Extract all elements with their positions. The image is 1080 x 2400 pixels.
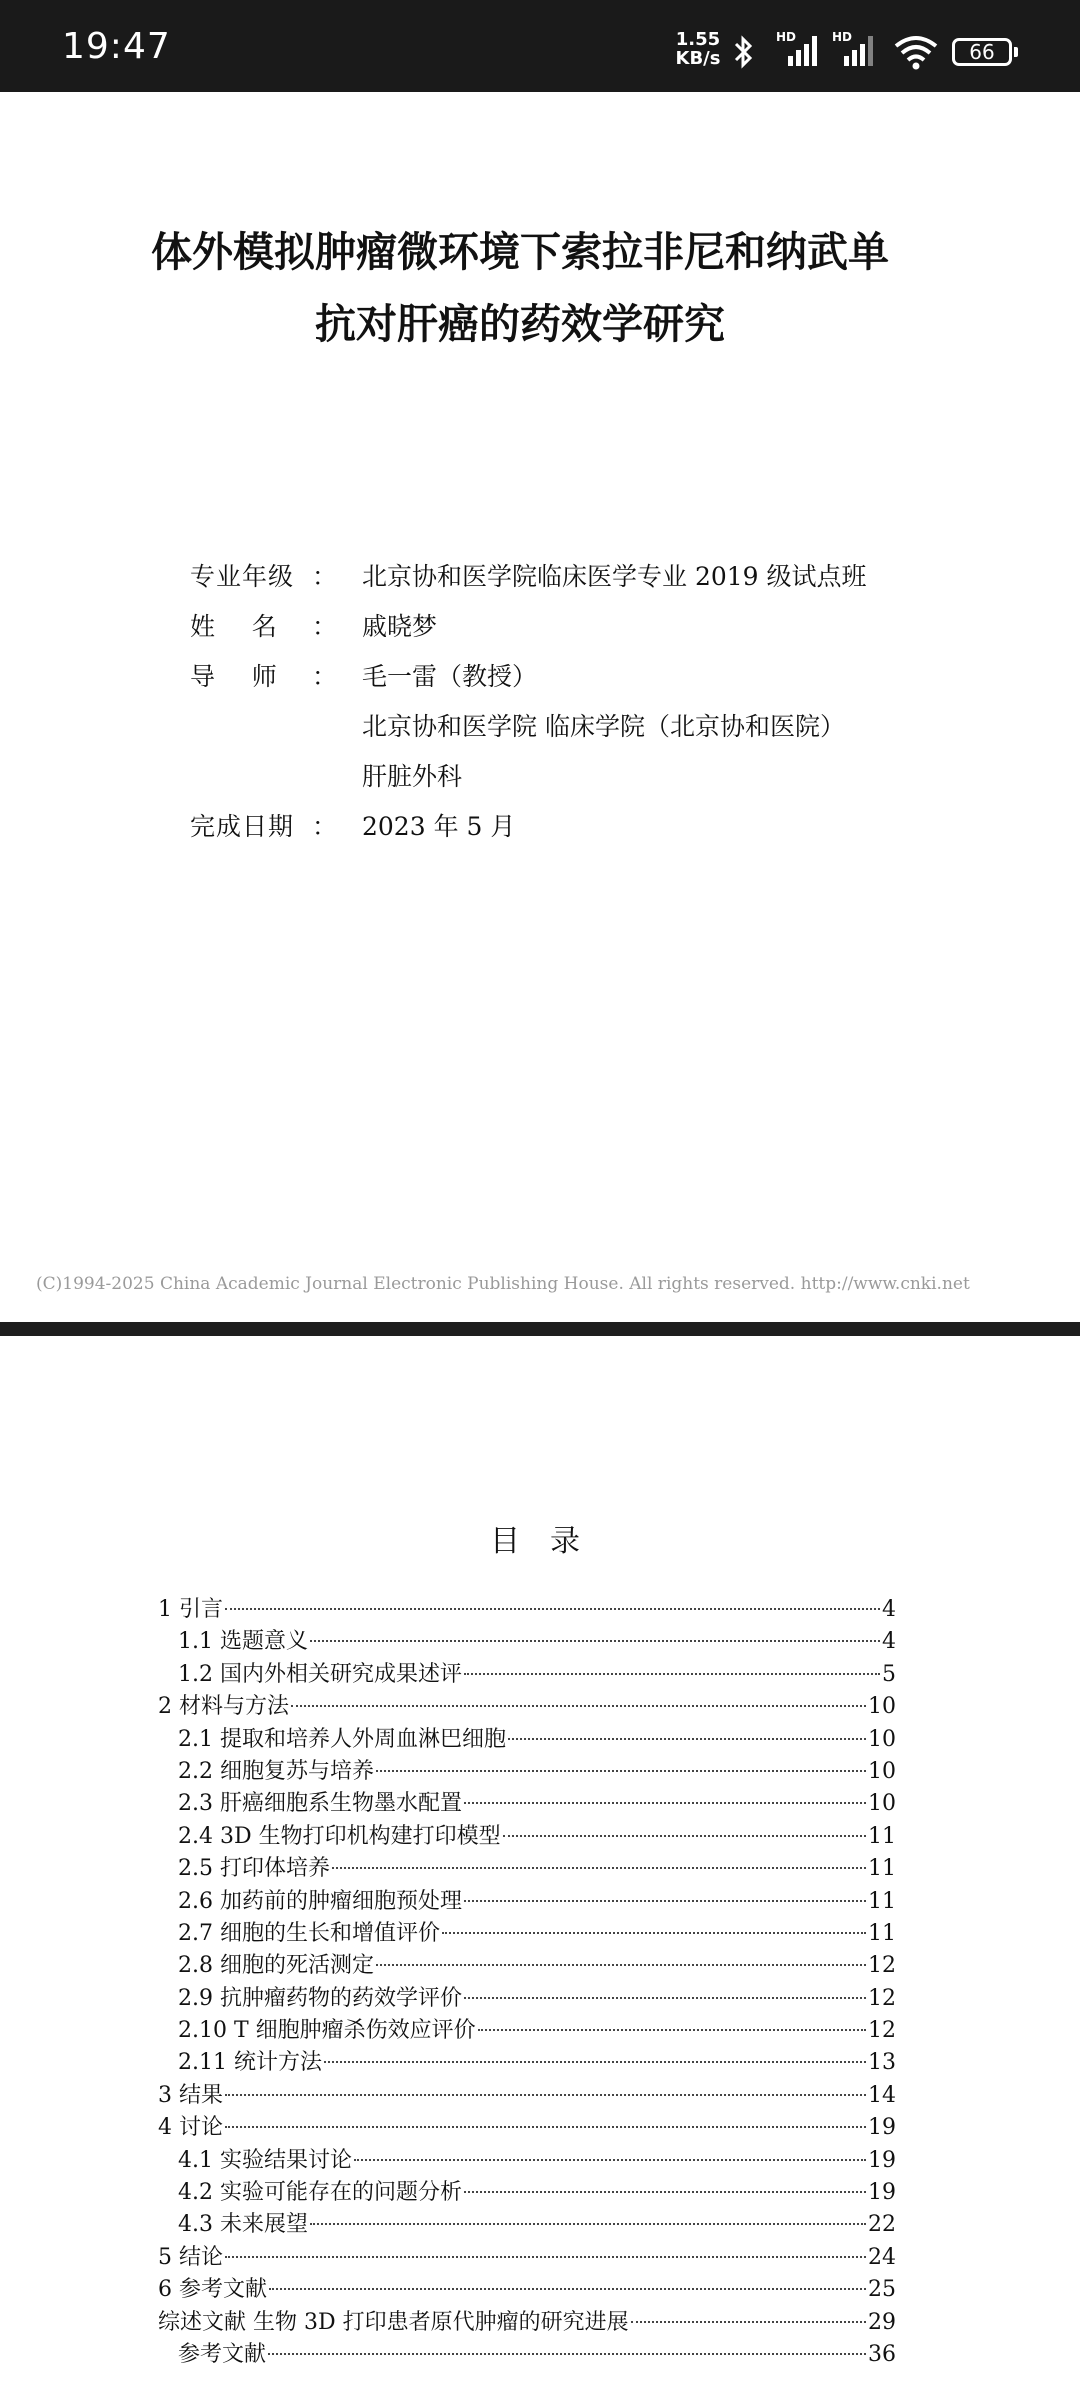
info-label: 导 师 (190, 662, 278, 691)
toc-item-title: 2.8 细胞的死活测定 (178, 1953, 374, 1979)
toc-item-page: 10 (868, 1694, 896, 1720)
toc-item-page: 25 (868, 2277, 896, 2303)
toc-item[interactable] (158, 2307, 896, 2339)
toc-item[interactable] (158, 1983, 896, 2015)
status-time: 19:47 (62, 26, 171, 67)
toc-item[interactable] (158, 1626, 896, 1658)
network-speed-value: 1.55 (675, 29, 721, 50)
toc-item[interactable] (158, 2177, 896, 2209)
toc-leader-dots (291, 1697, 866, 1707)
toc-item-title: 2 材料与方法 (158, 1694, 289, 1720)
info-label: 完成日期 (190, 812, 295, 841)
toc-leader-dots (269, 2280, 866, 2290)
info-value: 2023 年 5 月 (362, 812, 516, 841)
toc-item-title: 6 参考文献 (158, 2277, 267, 2303)
toc-leader-dots (478, 2021, 866, 2031)
document-page-cover (0, 92, 1080, 1322)
toc-item[interactable] (158, 2112, 896, 2144)
info-colon: ： (312, 662, 338, 691)
toc-item-page: 10 (868, 1726, 896, 1752)
toc-item-page: 11 (868, 1823, 896, 1849)
toc-leader-dots (268, 2345, 866, 2355)
info-value: 北京协和医学院 临床学院（北京协和医院） (362, 712, 845, 741)
info-value: 毛一雷（教授） (362, 662, 538, 691)
toc-item[interactable] (158, 1691, 896, 1723)
status-bar (0, 0, 1080, 92)
toc-leader-dots (508, 1730, 866, 1740)
info-colon: ： (312, 562, 338, 591)
battery-icon: 66 (952, 38, 1012, 66)
toc-item[interactable] (158, 2047, 896, 2079)
toc-item-title: 2.2 细胞复苏与培养 (178, 1758, 374, 1784)
toc-leader-dots (631, 2313, 866, 2323)
toc-item-title: 2.10 T 细胞肿瘤杀伤效应评价 (178, 2018, 476, 2044)
toc-item[interactable] (158, 1821, 896, 1853)
toc-item-page: 10 (868, 1791, 896, 1817)
toc-item-title: 参考文献 (178, 2341, 267, 2367)
signal-1-icon (776, 30, 826, 70)
toc-item[interactable] (158, 2339, 896, 2371)
toc-item-page: 22 (868, 2212, 896, 2238)
toc-item[interactable] (158, 1594, 896, 1626)
toc-item-title: 2.6 加药前的肿瘤细胞预处理 (178, 1888, 462, 1914)
toc-list (158, 1594, 896, 2371)
toc-item-title: 2.5 打印体培养 (178, 1856, 330, 1882)
toc-item-page: 14 (868, 2082, 896, 2108)
info-value: 肝脏外科 (362, 762, 463, 791)
info-label: 姓 名 (190, 612, 278, 641)
toc-item-title: 2.4 3D 生物打印机构建打印模型 (178, 1823, 501, 1849)
toc-item-title: 1.2 国内外相关研究成果述评 (178, 1661, 462, 1687)
toc-item-page: 12 (868, 2018, 896, 2044)
document-page-toc (0, 1336, 1080, 2400)
signal-2-icon (832, 30, 882, 70)
info-colon: ： (312, 812, 338, 841)
thesis-title (0, 216, 1040, 360)
toc-item-title: 综述文献 生物 3D 打印患者原代肿瘤的研究进展 (158, 2309, 629, 2335)
toc-leader-dots (310, 1632, 880, 1642)
toc-item-title: 2.9 抗肿瘤药物的药效学评价 (178, 1985, 462, 2011)
toc-item-page: 19 (868, 2115, 896, 2141)
toc-leader-dots (324, 2053, 866, 2063)
toc-item[interactable] (158, 1659, 896, 1691)
toc-item[interactable] (158, 2015, 896, 2047)
toc-item-page: 19 (868, 2180, 896, 2206)
toc-leader-dots (376, 1956, 866, 1966)
toc-leader-dots (464, 1892, 866, 1902)
toc-item-page: 36 (868, 2341, 896, 2367)
toc-item-title: 2.3 肝癌细胞系生物墨水配置 (178, 1791, 462, 1817)
toc-leader-dots (503, 1827, 866, 1837)
copyright-footer: (C)1994-2025 China Academic Journal Electronic Publishing House. All rights reserved. http://www.cnki.net (36, 1274, 970, 1294)
bluetooth-icon (730, 34, 758, 70)
hd-label-2: HD (832, 30, 853, 44)
info-colon: ： (312, 612, 338, 641)
toc-leader-dots (464, 1989, 866, 1999)
toc-item[interactable] (158, 1788, 896, 1820)
toc-leader-dots (376, 1762, 866, 1772)
toc-item-title: 2.7 细胞的生长和增值评价 (178, 1920, 440, 1946)
toc-leader-dots (225, 1600, 880, 1610)
toc-item-page: 11 (868, 1856, 896, 1882)
hd-label-1: HD (776, 30, 797, 44)
toc-leader-dots (225, 2118, 866, 2128)
wifi-icon (892, 32, 940, 72)
toc-item-page: 4 (882, 1597, 896, 1622)
toc-item-page: 12 (868, 1985, 896, 2011)
toc-item-page: 12 (868, 1953, 896, 1979)
toc-leader-dots (225, 2086, 866, 2096)
toc-item-title: 4.2 实验可能存在的问题分析 (178, 2180, 462, 2206)
toc-leader-dots (464, 1794, 866, 1804)
thesis-title-line-2: 抗对肝癌的药效学研究 (315, 300, 725, 348)
toc-item-page: 24 (868, 2244, 896, 2270)
toc-item-page: 11 (868, 1920, 896, 1946)
info-value: 戚晓梦 (362, 612, 438, 641)
toc-item-title: 2.11 统计方法 (178, 2050, 322, 2076)
thesis-title-line-1: 体外模拟肿瘤微环境下索拉非尼和纳武单 (151, 228, 889, 276)
toc-item[interactable] (158, 1950, 896, 1982)
toc-item[interactable] (158, 2242, 896, 2274)
toc-item[interactable] (158, 2080, 896, 2112)
toc-leader-dots (464, 1665, 880, 1675)
page-divider (0, 1322, 1080, 1336)
toc-leader-dots (225, 2248, 866, 2258)
toc-item-title: 5 结论 (158, 2244, 223, 2270)
toc-item-title: 4.1 实验结果讨论 (178, 2147, 352, 2173)
info-label: 专业年级 (190, 562, 295, 591)
toc-item-title: 1 引言 (158, 1597, 223, 1622)
toc-title: 目录 (490, 1524, 610, 1559)
toc-item-title: 2.1 提取和培养人外周血淋巴细胞 (178, 1726, 506, 1752)
toc-item-page: 4 (882, 1629, 896, 1655)
toc-item[interactable] (158, 1918, 896, 1950)
toc-item-page: 5 (882, 1661, 896, 1687)
toc-item[interactable] (158, 1886, 896, 1918)
toc-leader-dots (442, 1924, 866, 1934)
toc-leader-dots (354, 2151, 866, 2161)
toc-item-page: 13 (868, 2050, 896, 2076)
network-speed-unit: KB/s (675, 48, 721, 69)
toc-item-page: 11 (868, 1888, 896, 1914)
toc-leader-dots (464, 2183, 866, 2193)
toc-item[interactable] (158, 2145, 896, 2177)
toc-item-title: 4.3 未来展望 (178, 2212, 308, 2238)
toc-item[interactable] (158, 1853, 896, 1885)
toc-item-page: 29 (868, 2309, 896, 2335)
toc-leader-dots (310, 2215, 866, 2225)
toc-item[interactable] (158, 2209, 896, 2241)
toc-item[interactable] (158, 2274, 896, 2306)
toc-item[interactable] (158, 1756, 896, 1788)
toc-leader-dots (332, 1859, 866, 1869)
toc-item-title: 3 结果 (158, 2082, 223, 2108)
toc-item[interactable] (158, 1724, 896, 1756)
info-value: 北京协和医学院临床医学专业 2019 级试点班 (362, 562, 867, 591)
toc-item-title: 4 讨论 (158, 2115, 223, 2141)
toc-item-title: 1.1 选题意义 (178, 1629, 308, 1655)
network-speed (672, 30, 724, 68)
toc-item-page: 19 (868, 2147, 896, 2173)
toc-item-page: 10 (868, 1758, 896, 1784)
